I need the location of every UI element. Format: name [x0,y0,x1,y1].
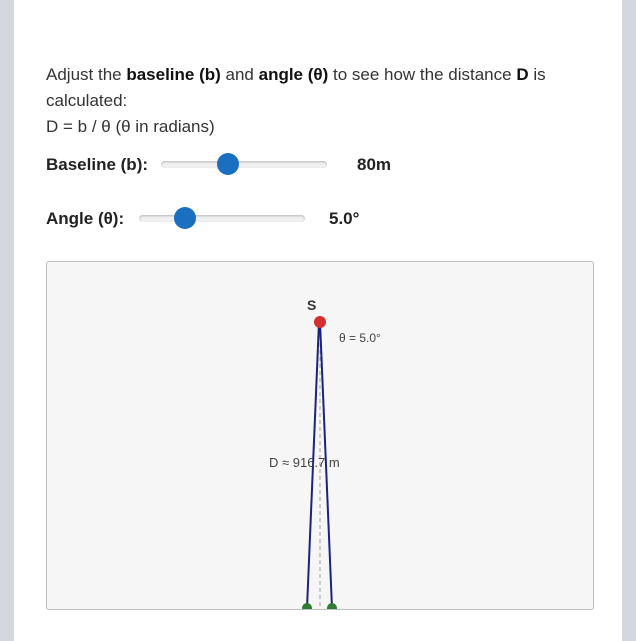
angle-slider-track[interactable] [139,215,305,222]
baseline-label: Baseline (b): [46,155,149,174]
intro-text-4: is calculated: [46,65,546,110]
content-card [14,0,622,641]
star-label: S [307,297,317,313]
formula-expression: D = b / θ [46,117,111,136]
distance-term: D [516,65,529,84]
observer-left-marker [302,603,312,609]
baseline-slider[interactable] [161,153,327,177]
instructions-text [46,62,606,114]
angle-label-diagram: θ = 5.0° [339,331,381,345]
parallax-diagram [46,261,594,610]
baseline-slider-thumb[interactable] [217,153,239,175]
intro-text-1: Adjust the [46,65,127,84]
baseline-term: baseline (b) [126,65,221,84]
angle-value: 5.0° [329,209,360,228]
angle-slider[interactable] [139,207,305,231]
diagram-svg [47,262,593,609]
star-marker [314,316,326,328]
angle-slider-thumb[interactable] [174,207,196,229]
baseline-value: 80m [357,155,392,174]
observer-right-marker [327,603,337,609]
formula-text [46,114,215,140]
formula-note: (θ in radians) [110,117,215,136]
baseline-slider-track[interactable] [161,161,327,168]
intro-text-3: to see how the distance [328,65,517,84]
distance-label: D ≈ 916.7 m [269,455,340,470]
intro-text-2: and [220,65,259,84]
angle-label: Angle (θ): [46,209,125,228]
angle-term: angle (θ) [258,65,329,84]
